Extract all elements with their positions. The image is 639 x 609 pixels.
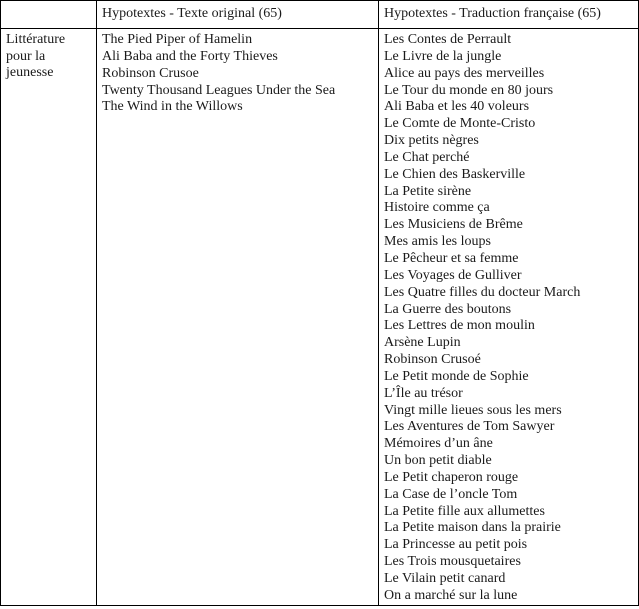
- original-title: Robinson Crusoe: [102, 65, 199, 81]
- translation-title: Le Pêcheur et sa femme: [384, 250, 519, 266]
- original-cell: [97, 29, 379, 606]
- translation-cell: [379, 29, 639, 606]
- translation-title: Le Tour du monde en 80 jours: [384, 82, 554, 98]
- header-original: Hypotextes - Texte original (65): [97, 1, 379, 29]
- translation-title: Les Contes de Perrault: [384, 32, 512, 47]
- translation-title: La Princesse au petit pois: [384, 537, 528, 553]
- translation-title: La Guerre des boutons: [384, 301, 512, 317]
- original-title: Twenty Thousand Leagues Under the Sea: [102, 82, 336, 98]
- translation-title: Les Trois mousquetaires: [384, 554, 521, 570]
- translation-title: Le Chien des Baskerville: [384, 166, 526, 182]
- translation-title: Les Quatre filles du docteur March: [384, 284, 581, 300]
- header-translation: Hypotextes - Traduction française (65): [379, 1, 639, 29]
- translation-title: Le Petit monde de Sophie: [384, 368, 529, 384]
- translation-title: Histoire comme ça: [384, 200, 490, 216]
- category-cell: [1, 29, 97, 606]
- translation-title: La Petite maison dans la prairie: [384, 520, 561, 536]
- category-label: Littérature pour la jeunesse: [6, 32, 66, 80]
- translation-title: Les Aventures de Tom Sawyer: [384, 419, 555, 435]
- translation-title: La Petite sirène: [384, 183, 472, 199]
- translation-title-list: [384, 32, 633, 605]
- translation-title: Ali Baba et les 40 voleurs: [384, 99, 530, 115]
- translation-title: Le Petit chaperon rouge: [384, 469, 519, 485]
- translation-title: Mémoires d’un âne: [384, 436, 493, 452]
- translation-title: Le Comte de Monte-Cristo: [384, 116, 536, 132]
- translation-title: Arsène Lupin: [384, 335, 461, 351]
- original-title: Ali Baba and the Forty Thieves: [102, 48, 278, 64]
- translation-title: Les Lettres de mon moulin: [384, 318, 535, 334]
- translation-title: Robinson Crusoé: [384, 352, 481, 368]
- translation-title: Vingt mille lieues sous les mers: [384, 402, 562, 418]
- header-category: [1, 1, 97, 29]
- header-row: [1, 1, 639, 29]
- translation-title: Les Musiciens de Brême: [384, 217, 523, 233]
- table-row: [1, 29, 639, 606]
- translation-title: Le Vilain petit canard: [384, 571, 506, 586]
- translation-title: Un bon petit diable: [384, 453, 492, 469]
- translation-title: La Petite fille aux allumettes: [384, 503, 545, 519]
- original-title: The Pied Piper of Hamelin: [102, 32, 253, 47]
- translation-title: Les Voyages de Gulliver: [384, 267, 522, 283]
- translation-title: L’Île au trésor: [384, 385, 463, 401]
- translation-title: Mes amis les loups: [384, 234, 491, 250]
- original-title-list: [102, 32, 373, 116]
- translation-title: Dix petits nègres: [384, 133, 479, 149]
- original-title: The Wind in the Willows: [102, 99, 243, 115]
- translation-title: Alice au pays des merveilles: [384, 65, 545, 81]
- translation-title: On a marché sur la lune: [384, 587, 518, 603]
- translation-title: Le Livre de la jungle: [384, 48, 502, 64]
- translation-title: La Case de l’oncle Tom: [384, 486, 518, 502]
- translation-title: Le Chat perché: [384, 149, 470, 165]
